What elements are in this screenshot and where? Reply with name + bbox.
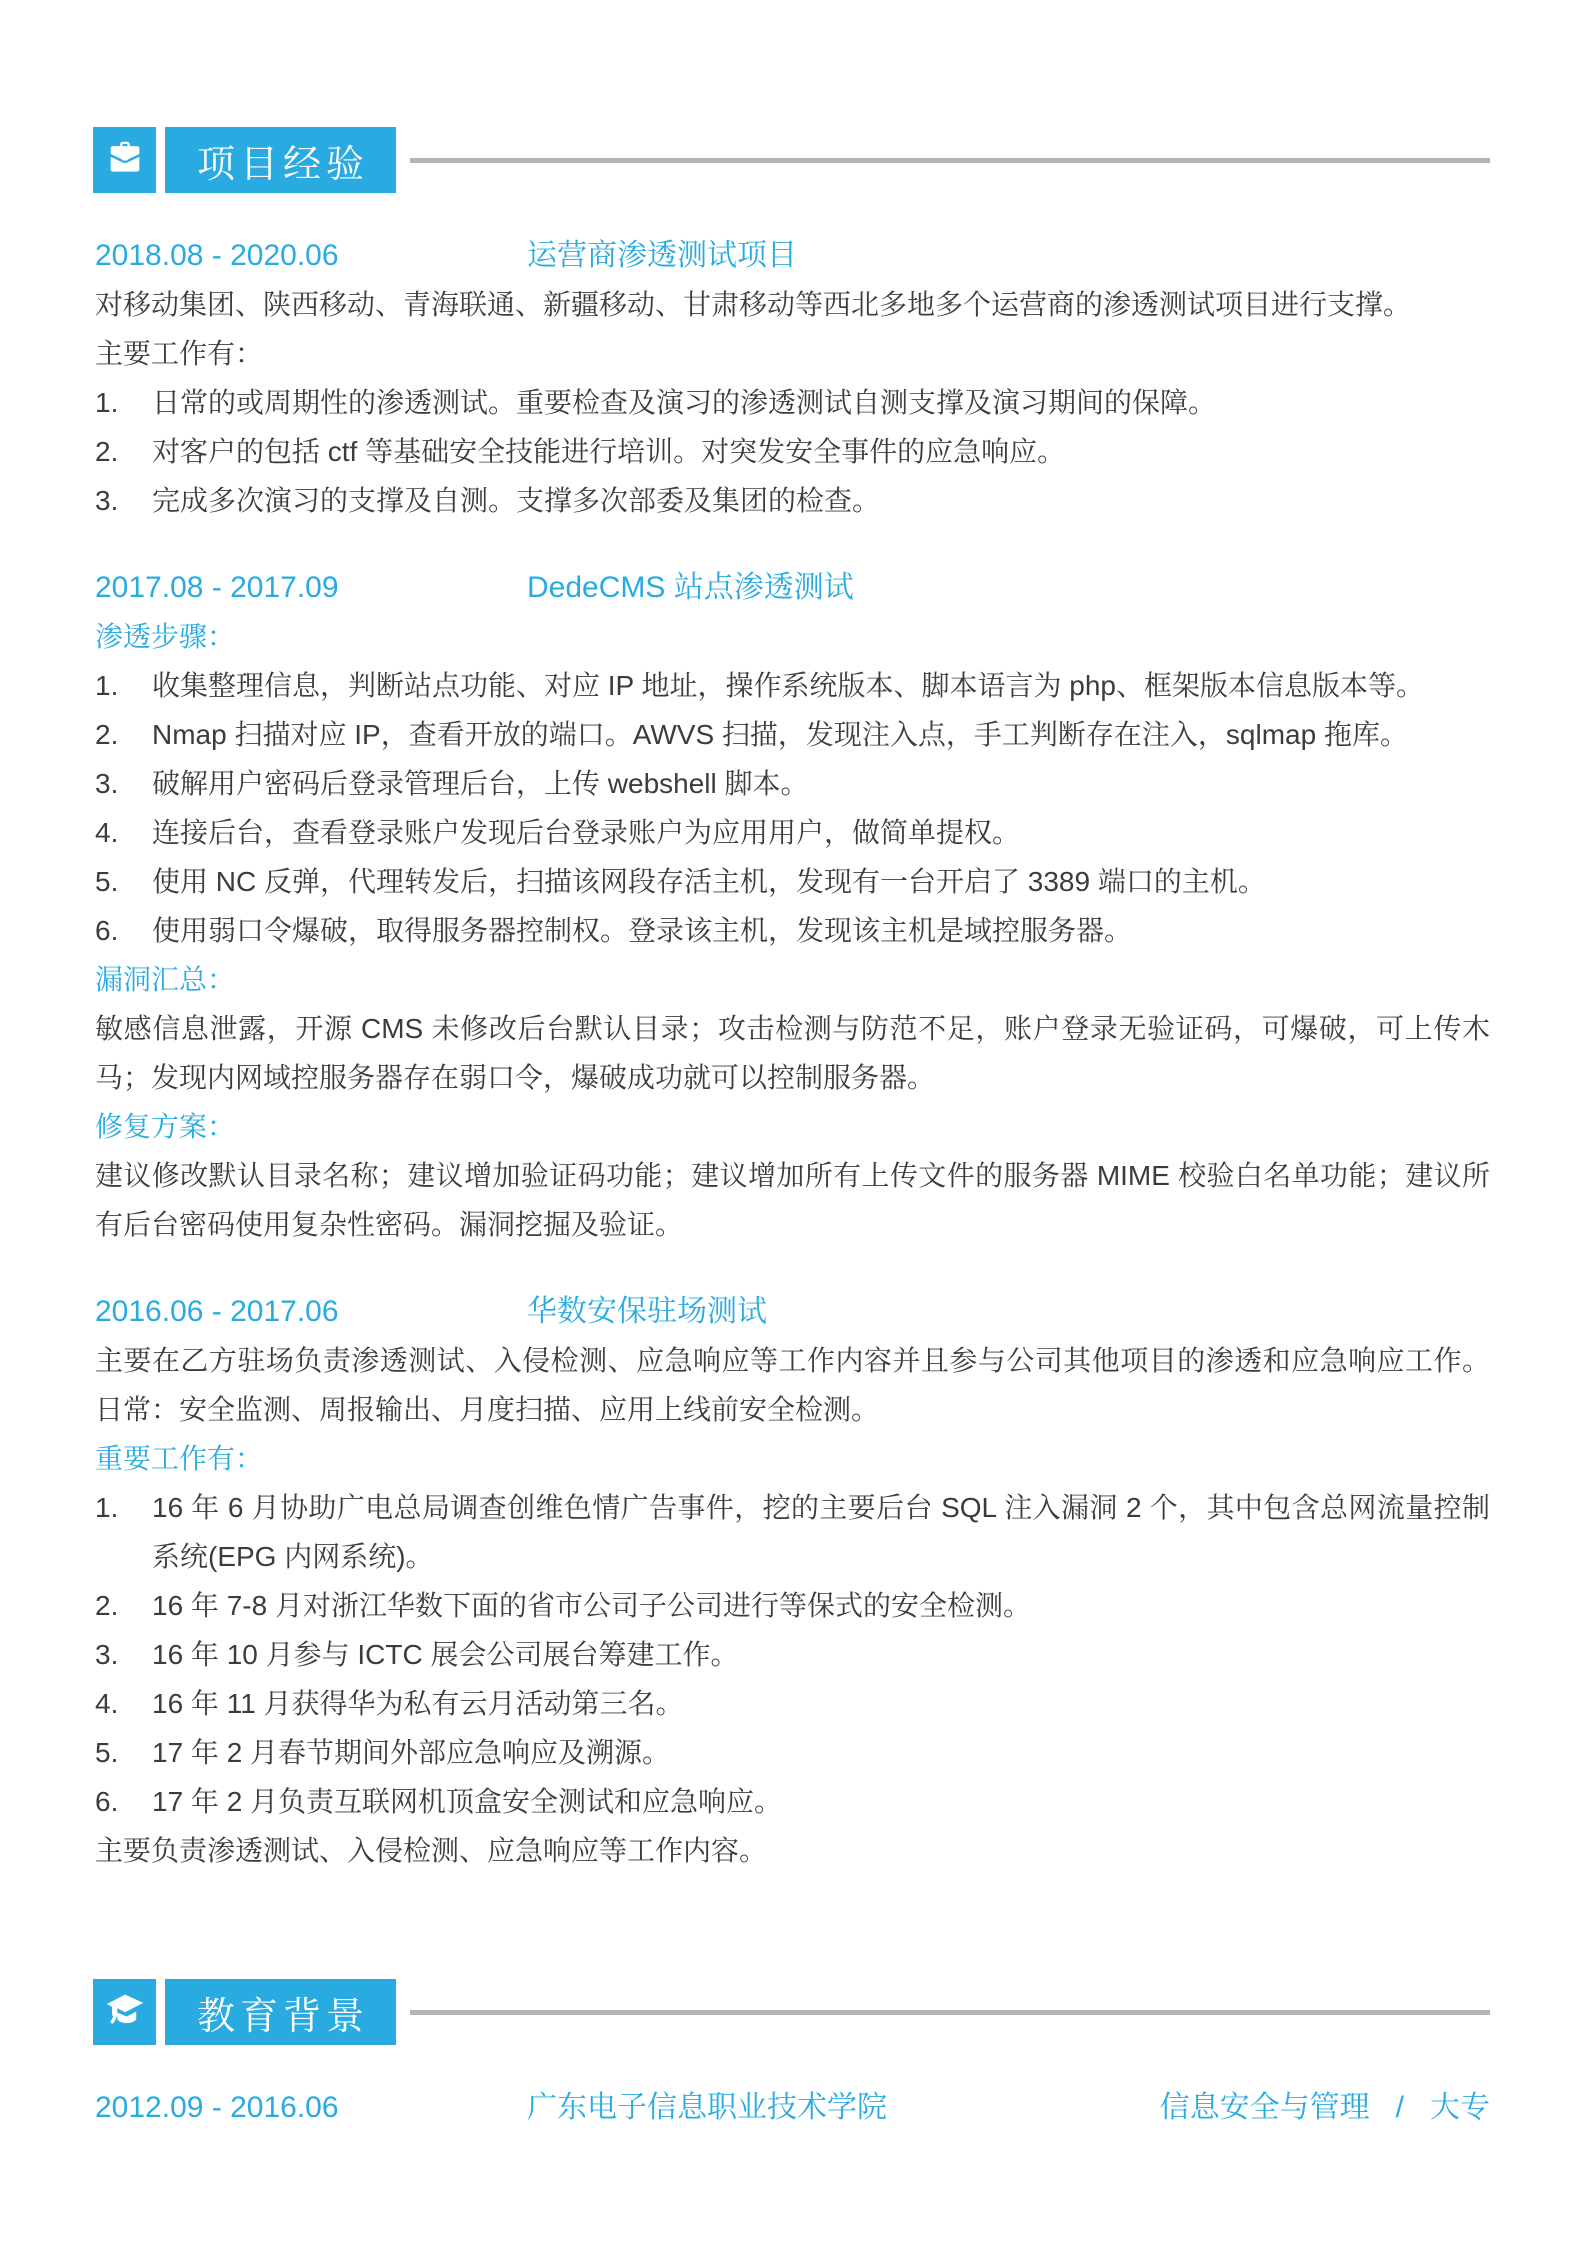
briefcase-icon <box>104 137 146 184</box>
list-item-number: 3. <box>95 768 119 799</box>
list-item <box>95 1728 1490 1777</box>
list-item <box>95 1777 1490 1826</box>
project-paragraph: 对移动集团、陕西移动、青海联通、新疆移动、甘肃移动等西北多地多个运营商的渗透测试项目进行支撑。 <box>95 289 1412 320</box>
projects-section-title: 项目经验 <box>165 127 396 193</box>
list-item-text: 16 年 7-8 月对浙江华数下面的省市公司子公司进行等保式的安全检测。 <box>152 1590 1031 1621</box>
project-paragraph: 建议修改默认目录名称；建议增加验证码功能；建议增加所有上传文件的服务器 MIME 校验白名单功能；建议所有后台密码使用复杂性密码。漏洞挖掘及验证。 <box>95 1160 1490 1240</box>
education-header-divider <box>410 2010 1490 2015</box>
education-date: 2012.09 - 2016.06 <box>95 2091 339 2124</box>
project-paragraph: 主要负责渗透测试、入侵检测、应急响应等工作内容。 <box>95 1835 768 1866</box>
list-item-number: 5. <box>95 1737 119 1768</box>
list-item-text: 破解用户密码后登录管理后台，上传 webshell 脚本。 <box>152 768 809 799</box>
education-entry <box>95 2083 1490 2132</box>
education-section-header <box>93 1979 1490 2045</box>
list-item-text: 收集整理信息，判断站点功能、对应 IP 地址，操作系统版本、脚本语言为 php、框架版本信息版本等。 <box>152 670 1425 701</box>
education-major: 信息安全与管理 <box>1159 2091 1370 2124</box>
list-item-number: 3. <box>95 1639 119 1670</box>
project-sublabel: 渗透步骤： <box>95 621 236 652</box>
list-item-number: 1. <box>95 1492 119 1523</box>
list-item-text: 17 年 2 月春节期间外部应急响应及溯源。 <box>152 1737 671 1768</box>
list-item-text: 对客户的包括 ctf 等基础安全技能进行培训。对突发安全事件的应急响应。 <box>152 436 1066 467</box>
list-item-text: Nmap 扫描对应 IP，查看开放的端口。AWVS 扫描，发现注入点，手工判断存在注入，sqlmap 拖库。 <box>152 719 1408 750</box>
education-degree-group <box>1160 2083 1490 2132</box>
project-paragraph: 敏感信息泄露，开源 CMS 未修改后台默认目录；攻击检测与防范不足，账户登录无验证码，可爆破，可上传木马；发现内网域控服务器存在弱口令，爆破成功就可以控制服务器。 <box>95 1013 1490 1093</box>
project-title: 华数安保驻场测试 <box>527 1295 767 1328</box>
project-sublabel: 修复方案： <box>95 1111 236 1142</box>
list-item-number: 1. <box>95 387 119 418</box>
project-numbered-list <box>95 661 1490 955</box>
list-item <box>95 427 1490 476</box>
list-item <box>95 1483 1490 1581</box>
list-item-text: 使用弱口令爆破，取得服务器控制权。登录该主机，发现该主机是域控服务器。 <box>152 915 1133 946</box>
list-item-text: 连接后台，查看登录账户发现后台登录账户为应用用户，做简单提权。 <box>152 817 1021 848</box>
list-item <box>95 1581 1490 1630</box>
project-title: 运营商渗透测试项目 <box>527 239 797 272</box>
project-heading <box>95 1287 1490 1336</box>
project-date: 2017.08 - 2017.09 <box>95 571 339 604</box>
list-item <box>95 906 1490 955</box>
list-item <box>95 476 1490 525</box>
projects-header-icon-box <box>93 127 156 193</box>
list-item <box>95 759 1490 808</box>
project-paragraph: 主要工作有： <box>95 338 264 369</box>
project-numbered-list <box>95 1483 1490 1826</box>
list-item <box>95 1679 1490 1728</box>
graduation-cap-icon <box>104 1989 146 2036</box>
list-item-number: 2. <box>95 719 119 750</box>
project-sublabel: 漏洞汇总： <box>95 964 236 995</box>
list-item-number: 3. <box>95 485 119 516</box>
main-content <box>0 231 1587 1875</box>
list-item <box>95 710 1490 759</box>
projects-list <box>95 231 1490 1875</box>
education-content <box>0 2083 1587 2132</box>
list-item <box>95 378 1490 427</box>
education-degree: 大专 <box>1430 2091 1490 2124</box>
education-section-title: 教育背景 <box>165 1979 396 2045</box>
projects-header-divider <box>410 158 1490 163</box>
list-item-number: 1. <box>95 670 119 701</box>
list-item <box>95 857 1490 906</box>
project-numbered-list <box>95 378 1490 525</box>
list-item-number: 6. <box>95 1786 119 1817</box>
list-item-number: 6. <box>95 915 119 946</box>
list-item-text: 16 年 11 月获得华为私有云月活动第三名。 <box>152 1688 684 1719</box>
list-item-number: 2. <box>95 436 119 467</box>
list-item <box>95 661 1490 710</box>
list-item-text: 日常的或周期性的渗透测试。重要检查及演习的渗透测试自测支撑及演习期间的保障。 <box>152 387 1217 418</box>
list-item-text: 16 年 10 月参与 ICTC 展会公司展台筹建工作。 <box>152 1639 739 1670</box>
project-title: DedeCMS 站点渗透测试 <box>527 571 854 604</box>
education-school: 广东电子信息职业技术学院 <box>527 2091 887 2124</box>
education-header-icon-box <box>93 1979 156 2045</box>
list-item <box>95 808 1490 857</box>
project-date: 2018.08 - 2020.06 <box>95 239 339 272</box>
project-heading <box>95 231 1490 280</box>
list-item-text: 使用 NC 反弹，代理转发后，扫描该网段存活主机，发现有一台开启了 3389 端口的主机。 <box>152 866 1266 897</box>
projects-section-header <box>93 127 1490 193</box>
project-heading <box>95 563 1490 612</box>
list-item-number: 2. <box>95 1590 119 1621</box>
education-separator: / <box>1395 2091 1404 2124</box>
list-item-number: 4. <box>95 817 119 848</box>
list-item-number: 5. <box>95 866 119 897</box>
project-entry <box>95 231 1490 525</box>
list-item-text: 完成多次演习的支撑及自测。支撑多次部委及集团的检查。 <box>152 485 881 516</box>
list-item <box>95 1630 1490 1679</box>
list-item-text: 16 年 6 月协助广电总局调查创维色情广告事件，挖的主要后台 SQL 注入漏洞 2 个，其中包含总网流量控制系统(EPG 内网系统)。 <box>152 1492 1490 1572</box>
project-sublabel: 重要工作有： <box>95 1443 264 1474</box>
project-date: 2016.06 - 2017.06 <box>95 1295 339 1328</box>
list-item-text: 17 年 2 月负责互联网机顶盒安全测试和应急响应。 <box>152 1786 783 1817</box>
project-entry <box>95 563 1490 1249</box>
project-entry <box>95 1287 1490 1875</box>
project-paragraph: 主要在乙方驻场负责渗透测试、入侵检测、应急响应等工作内容并且参与公司其他项目的渗透和应急响应工作。日常：安全监测、周报输出、月度扫描、应用上线前安全检测。 <box>95 1345 1490 1425</box>
list-item-number: 4. <box>95 1688 119 1719</box>
